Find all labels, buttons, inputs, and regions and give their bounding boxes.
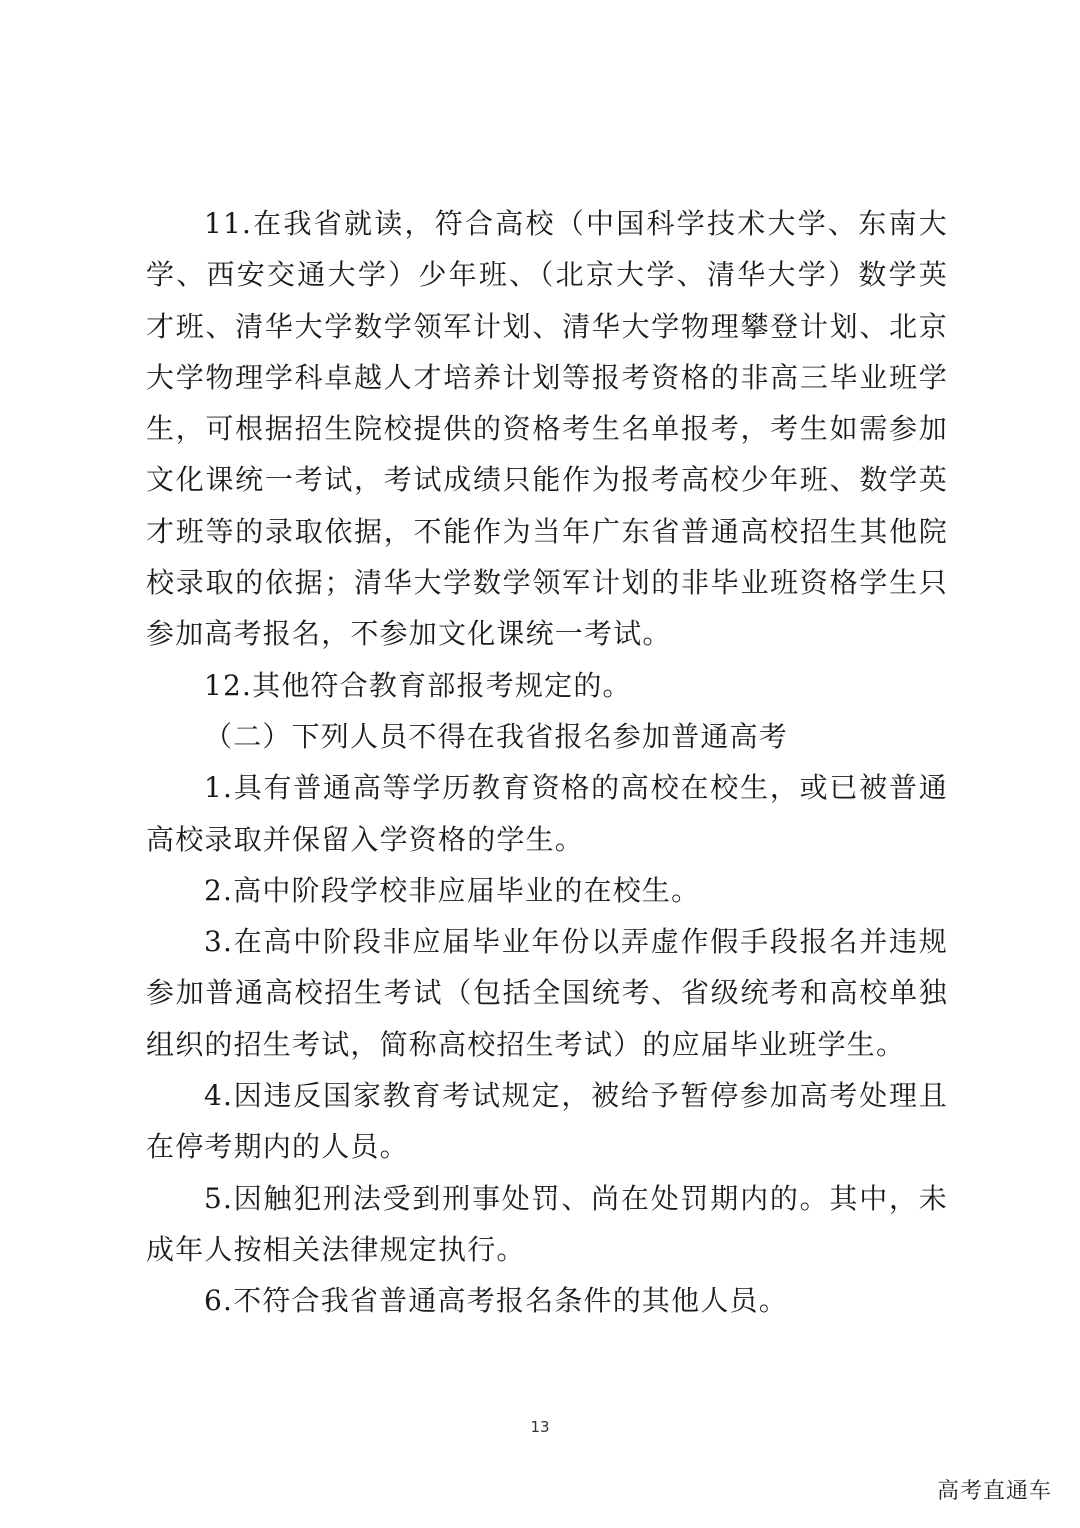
paragraph-item-12: 12.其他符合教育部报考规定的。 [204,668,632,702]
paragraph-item-2: 2.高中阶段学校非应届毕业的在校生。 [204,873,701,907]
paragraph-item-3: 3.在高中阶段非应届毕业年份以弄虚作假手段报名并违规参加普通高校招生考试（包括全国统考、省级统考和高校单独组织的招生考试，简称高校招生考试）的应届毕业班学生。 [146,925,948,1061]
paragraph-item-6: 6.不符合我省普通高考报名条件的其他人员。 [204,1284,788,1318]
document-body [146,198,948,1327]
paragraph-item-11: 11.在我省就读，符合高校（中国科学技术大学、东南大学、西安交通大学）少年班、（北京大学、清华大学）数学英才班、清华大学数学领军计划、清华大学物理攀登计划、北京大学物理学科卓越人才培养计划等报考资格的非高三毕业班学生，可根据招生院校提供的资格考生名单报考，考生如需参加文化课统一考试，考试成绩只能作为报考高校少年班、数学英才班等的录取依据，不能作为当年广东省普通高校招生其他院校录取的依据；清华大学数学领军计划的非毕业班资格学生只参加高考报名，不参加文化课统一考试。 [146,207,948,651]
page-number: 13 [530,1418,550,1436]
paragraph-item-5: 5.因触犯刑法受到刑事处罚、尚在处罚期内的。其中，未成年人按相关法律规定执行。 [146,1181,948,1266]
section-heading-2: （二）下列人员不得在我省报名参加普通高考 [204,719,789,753]
paragraph-item-1: 1.具有普通高等学历教育资格的高校在校生，或已被普通高校录取并保留入学资格的学生。 [146,771,948,856]
watermark-text: 高考直通车 [936,1479,1052,1504]
paragraph-item-4: 4.因违反国家教育考试规定，被给予暂停参加高考处理且在停考期内的人员。 [146,1079,948,1164]
